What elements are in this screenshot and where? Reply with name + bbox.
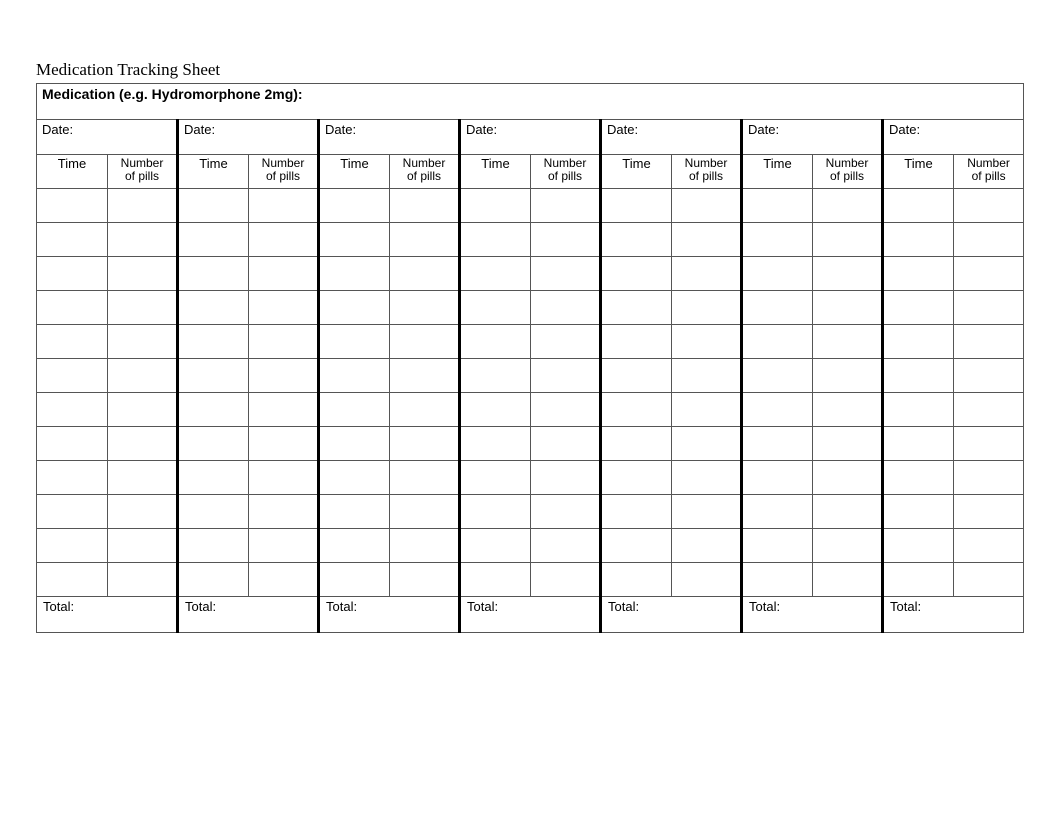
time-header: [883, 155, 954, 189]
time-entry-cell[interactable]: [601, 359, 672, 393]
date-label: Date:: [466, 122, 498, 137]
pills-entry-cell[interactable]: [531, 257, 601, 291]
pills-entry-cell[interactable]: [390, 529, 460, 563]
time-entry-cell[interactable]: [601, 393, 672, 427]
total-field-day-6[interactable]: [742, 597, 883, 633]
time-entry-cell[interactable]: [178, 189, 249, 223]
time-header-label: Time: [57, 156, 87, 171]
pills-entry-cell[interactable]: [249, 223, 319, 257]
time-entry-cell[interactable]: [178, 223, 249, 257]
time-entry-cell[interactable]: [37, 325, 108, 359]
time-entry-cell[interactable]: [460, 359, 531, 393]
time-header-label: Time: [622, 156, 651, 171]
time-entry-cell[interactable]: [601, 291, 672, 325]
time-entry-cell[interactable]: [742, 529, 813, 563]
pills-entry-cell[interactable]: [672, 495, 742, 529]
time-entry-cell[interactable]: [319, 223, 390, 257]
entry-row: [37, 189, 1024, 223]
pills-entry-cell[interactable]: [954, 427, 1024, 461]
time-header: [601, 155, 672, 189]
pills-entry-cell[interactable]: [954, 563, 1024, 597]
time-header-label: Time: [340, 156, 369, 171]
pills-entry-cell[interactable]: [531, 359, 601, 393]
pills-header-line1: Number: [120, 156, 164, 170]
pills-entry-cell[interactable]: [813, 427, 883, 461]
time-entry-cell[interactable]: [742, 325, 813, 359]
pills-entry-cell[interactable]: [390, 257, 460, 291]
time-entry-cell[interactable]: [601, 461, 672, 495]
pills-entry-cell[interactable]: [249, 461, 319, 495]
time-entry-cell[interactable]: [883, 427, 954, 461]
pills-header-line2: of pills: [547, 169, 582, 183]
time-entry-cell[interactable]: [883, 359, 954, 393]
pills-entry-cell[interactable]: [108, 291, 178, 325]
time-entry-cell[interactable]: [742, 291, 813, 325]
pills-entry-cell[interactable]: [672, 291, 742, 325]
pills-entry-cell[interactable]: [390, 325, 460, 359]
entry-row: [37, 325, 1024, 359]
time-entry-cell[interactable]: [178, 393, 249, 427]
pills-header-line1: Number: [543, 156, 587, 170]
time-entry-cell[interactable]: [601, 427, 672, 461]
pills-header: [813, 155, 883, 189]
pills-entry-cell[interactable]: [108, 223, 178, 257]
time-entry-cell[interactable]: [178, 563, 249, 597]
pills-entry-cell[interactable]: [672, 461, 742, 495]
pills-entry-cell[interactable]: [531, 393, 601, 427]
entry-row: [37, 529, 1024, 563]
date-label: Date:: [325, 122, 357, 137]
medication-label: Medication (e.g. Hydromorphone 2mg):: [42, 86, 303, 102]
sheet-title: Medication Tracking Sheet: [36, 60, 221, 79]
time-entry-cell[interactable]: [742, 495, 813, 529]
pills-entry-cell[interactable]: [813, 495, 883, 529]
time-entry-cell[interactable]: [601, 563, 672, 597]
time-header: [37, 155, 108, 189]
time-header-label: Time: [904, 156, 933, 171]
entry-row: [37, 427, 1024, 461]
pills-entry-cell[interactable]: [672, 529, 742, 563]
tracking-table: [36, 83, 1024, 633]
time-entry-cell[interactable]: [883, 529, 954, 563]
pills-entry-cell[interactable]: [954, 495, 1024, 529]
time-entry-cell[interactable]: [178, 461, 249, 495]
pills-entry-cell[interactable]: [813, 359, 883, 393]
pills-entry-cell[interactable]: [954, 189, 1024, 223]
time-entry-cell[interactable]: [319, 257, 390, 291]
time-entry-cell[interactable]: [319, 189, 390, 223]
time-entry-cell[interactable]: [319, 393, 390, 427]
time-entry-cell[interactable]: [460, 189, 531, 223]
pills-entry-cell[interactable]: [672, 223, 742, 257]
date-field-day-1[interactable]: [37, 120, 178, 155]
time-entry-cell[interactable]: [37, 291, 108, 325]
pills-header-line1: Number: [402, 156, 446, 170]
pills-entry-cell[interactable]: [108, 563, 178, 597]
time-entry-cell[interactable]: [319, 529, 390, 563]
total-field-day-2[interactable]: [178, 597, 319, 633]
pills-entry-cell[interactable]: [954, 291, 1024, 325]
pills-entry-cell[interactable]: [954, 257, 1024, 291]
pills-entry-cell[interactable]: [954, 461, 1024, 495]
pills-entry-cell[interactable]: [531, 189, 601, 223]
pills-entry-cell[interactable]: [249, 495, 319, 529]
pills-entry-cell[interactable]: [390, 461, 460, 495]
total-field-day-4[interactable]: [460, 597, 601, 633]
time-header: [178, 155, 249, 189]
pills-entry-cell[interactable]: [813, 325, 883, 359]
pills-entry-cell[interactable]: [954, 223, 1024, 257]
time-entry-cell[interactable]: [742, 359, 813, 393]
pills-header: [954, 155, 1024, 189]
pills-header-line2: of pills: [124, 169, 159, 183]
time-entry-cell[interactable]: [460, 223, 531, 257]
entry-row: [37, 257, 1024, 291]
time-entry-cell[interactable]: [319, 291, 390, 325]
date-field-day-3[interactable]: [319, 120, 460, 155]
time-entry-cell[interactable]: [178, 359, 249, 393]
entry-row: [37, 291, 1024, 325]
time-entry-cell[interactable]: [601, 529, 672, 563]
pills-entry-cell[interactable]: [249, 393, 319, 427]
time-entry-cell[interactable]: [742, 257, 813, 291]
medication-field[interactable]: [37, 84, 1024, 120]
pills-entry-cell[interactable]: [672, 189, 742, 223]
pills-entry-cell[interactable]: [672, 393, 742, 427]
time-entry-cell[interactable]: [601, 325, 672, 359]
time-header: [460, 155, 531, 189]
pills-header-line1: Number: [684, 156, 728, 170]
pills-entry-cell[interactable]: [531, 223, 601, 257]
time-entry-cell[interactable]: [883, 393, 954, 427]
pills-entry-cell[interactable]: [108, 189, 178, 223]
pills-entry-cell[interactable]: [249, 325, 319, 359]
pills-entry-cell[interactable]: [390, 393, 460, 427]
pills-header-line1: Number: [261, 156, 305, 170]
time-entry-cell[interactable]: [37, 427, 108, 461]
pills-entry-cell[interactable]: [249, 189, 319, 223]
date-field-day-5[interactable]: [601, 120, 742, 155]
pills-entry-cell[interactable]: [108, 529, 178, 563]
pills-header-line1: Number: [825, 156, 869, 170]
pills-header-line2: of pills: [829, 169, 864, 183]
time-entry-cell[interactable]: [601, 257, 672, 291]
pills-entry-cell[interactable]: [249, 529, 319, 563]
time-header: [319, 155, 390, 189]
time-entry-cell[interactable]: [178, 495, 249, 529]
date-field-day-7[interactable]: [883, 120, 1024, 155]
pills-header-line2: of pills: [406, 169, 441, 183]
pills-header: [672, 155, 742, 189]
pills-entry-cell[interactable]: [813, 461, 883, 495]
pills-entry-cell[interactable]: [390, 495, 460, 529]
pills-entry-cell[interactable]: [249, 359, 319, 393]
total-label: Total:: [326, 599, 358, 614]
time-entry-cell[interactable]: [178, 291, 249, 325]
entry-row: [37, 359, 1024, 393]
date-label: Date:: [42, 122, 74, 137]
pills-entry-cell[interactable]: [249, 427, 319, 461]
pills-entry-cell[interactable]: [531, 291, 601, 325]
time-entry-cell[interactable]: [37, 563, 108, 597]
time-entry-cell[interactable]: [319, 563, 390, 597]
time-header-label: Time: [763, 156, 792, 171]
time-entry-cell[interactable]: [883, 325, 954, 359]
pills-entry-cell[interactable]: [390, 189, 460, 223]
time-entry-cell[interactable]: [37, 393, 108, 427]
date-field-day-2[interactable]: [178, 120, 319, 155]
entry-row: [37, 393, 1024, 427]
pills-entry-cell[interactable]: [531, 427, 601, 461]
time-header-label: Time: [481, 156, 510, 171]
time-entry-cell[interactable]: [178, 257, 249, 291]
time-entry-cell[interactable]: [460, 325, 531, 359]
date-label: Date:: [607, 122, 639, 137]
pills-entry-cell[interactable]: [249, 563, 319, 597]
entry-row: [37, 223, 1024, 257]
total-field-day-3[interactable]: [319, 597, 460, 633]
time-entry-cell[interactable]: [460, 495, 531, 529]
column-header-row: [37, 155, 1024, 189]
time-entry-cell[interactable]: [883, 189, 954, 223]
pills-entry-cell[interactable]: [108, 257, 178, 291]
time-entry-cell[interactable]: [37, 461, 108, 495]
pills-entry-cell[interactable]: [249, 291, 319, 325]
pills-entry-cell[interactable]: [390, 359, 460, 393]
pills-entry-cell[interactable]: [531, 461, 601, 495]
pills-entry-cell[interactable]: [672, 325, 742, 359]
pills-entry-cell[interactable]: [531, 563, 601, 597]
pills-entry-cell[interactable]: [531, 529, 601, 563]
pills-header: [249, 155, 319, 189]
pills-header: [531, 155, 601, 189]
time-entry-cell[interactable]: [37, 495, 108, 529]
time-header-label: Time: [199, 156, 228, 171]
pills-entry-cell[interactable]: [672, 563, 742, 597]
total-field-day-1[interactable]: [37, 597, 178, 633]
time-entry-cell[interactable]: [178, 427, 249, 461]
pills-entry-cell[interactable]: [813, 257, 883, 291]
total-field-day-5[interactable]: [601, 597, 742, 633]
time-entry-cell[interactable]: [37, 189, 108, 223]
pills-entry-cell[interactable]: [390, 291, 460, 325]
time-header: [742, 155, 813, 189]
pills-entry-cell[interactable]: [813, 223, 883, 257]
time-entry-cell[interactable]: [742, 427, 813, 461]
time-entry-cell[interactable]: [460, 427, 531, 461]
time-entry-cell[interactable]: [460, 257, 531, 291]
pills-entry-cell[interactable]: [672, 427, 742, 461]
pills-entry-cell[interactable]: [813, 563, 883, 597]
time-entry-cell[interactable]: [460, 563, 531, 597]
pills-entry-cell[interactable]: [813, 529, 883, 563]
entry-row: [37, 461, 1024, 495]
time-entry-cell[interactable]: [319, 325, 390, 359]
time-entry-cell[interactable]: [742, 223, 813, 257]
time-entry-cell[interactable]: [178, 529, 249, 563]
total-label: Total:: [608, 599, 640, 614]
pills-entry-cell[interactable]: [108, 461, 178, 495]
entry-row: [37, 495, 1024, 529]
pills-entry-cell[interactable]: [813, 189, 883, 223]
date-field-day-6[interactable]: [742, 120, 883, 155]
pills-header: [390, 155, 460, 189]
time-entry-cell[interactable]: [601, 495, 672, 529]
time-entry-cell[interactable]: [883, 223, 954, 257]
pills-entry-cell[interactable]: [390, 223, 460, 257]
pills-entry-cell[interactable]: [108, 427, 178, 461]
pills-entry-cell[interactable]: [390, 427, 460, 461]
time-entry-cell[interactable]: [742, 563, 813, 597]
time-entry-cell[interactable]: [319, 359, 390, 393]
total-label: Total:: [43, 599, 75, 614]
pills-entry-cell[interactable]: [954, 393, 1024, 427]
date-label: Date:: [889, 122, 921, 137]
pills-entry-cell[interactable]: [954, 529, 1024, 563]
time-entry-cell[interactable]: [883, 563, 954, 597]
time-entry-cell[interactable]: [742, 393, 813, 427]
time-entry-cell[interactable]: [460, 461, 531, 495]
time-entry-cell[interactable]: [37, 529, 108, 563]
pills-header-line2: of pills: [265, 169, 300, 183]
total-label: Total:: [890, 599, 922, 614]
total-row: [37, 597, 1024, 633]
pills-entry-cell[interactable]: [672, 359, 742, 393]
time-entry-cell[interactable]: [460, 529, 531, 563]
pills-entry-cell[interactable]: [108, 495, 178, 529]
pills-entry-cell[interactable]: [672, 257, 742, 291]
pills-header-line2: of pills: [688, 169, 723, 183]
pills-entry-cell[interactable]: [954, 325, 1024, 359]
pills-entry-cell[interactable]: [108, 393, 178, 427]
time-entry-cell[interactable]: [37, 257, 108, 291]
pills-entry-cell[interactable]: [531, 325, 601, 359]
total-label: Total:: [185, 599, 217, 614]
medication-row: [37, 84, 1024, 120]
pills-header-line1: Number: [967, 156, 1010, 170]
time-entry-cell[interactable]: [601, 223, 672, 257]
date-label: Date:: [748, 122, 780, 137]
time-entry-cell[interactable]: [601, 189, 672, 223]
time-entry-cell[interactable]: [883, 257, 954, 291]
time-entry-cell[interactable]: [319, 461, 390, 495]
time-entry-cell[interactable]: [883, 291, 954, 325]
time-entry-cell[interactable]: [37, 359, 108, 393]
pills-entry-cell[interactable]: [108, 359, 178, 393]
total-label: Total:: [749, 599, 781, 614]
date-field-day-4[interactable]: [460, 120, 601, 155]
pills-entry-cell[interactable]: [813, 393, 883, 427]
date-label: Date:: [184, 122, 216, 137]
time-entry-cell[interactable]: [37, 223, 108, 257]
pills-header-line2: of pills: [971, 169, 1006, 183]
pills-entry-cell[interactable]: [390, 563, 460, 597]
time-entry-cell[interactable]: [742, 461, 813, 495]
time-entry-cell[interactable]: [883, 461, 954, 495]
pills-header: [108, 155, 178, 189]
time-entry-cell[interactable]: [460, 291, 531, 325]
time-entry-cell[interactable]: [319, 427, 390, 461]
pills-entry-cell[interactable]: [813, 291, 883, 325]
pills-entry-cell[interactable]: [954, 359, 1024, 393]
pills-entry-cell[interactable]: [249, 257, 319, 291]
total-field-day-7[interactable]: [883, 597, 1024, 633]
time-entry-cell[interactable]: [742, 189, 813, 223]
time-entry-cell[interactable]: [178, 325, 249, 359]
total-label: Total:: [467, 599, 499, 614]
time-entry-cell[interactable]: [883, 495, 954, 529]
date-row: [37, 120, 1024, 155]
pills-entry-cell[interactable]: [108, 325, 178, 359]
time-entry-cell[interactable]: [319, 495, 390, 529]
time-entry-cell[interactable]: [460, 393, 531, 427]
pills-entry-cell[interactable]: [531, 495, 601, 529]
entry-row: [37, 563, 1024, 597]
